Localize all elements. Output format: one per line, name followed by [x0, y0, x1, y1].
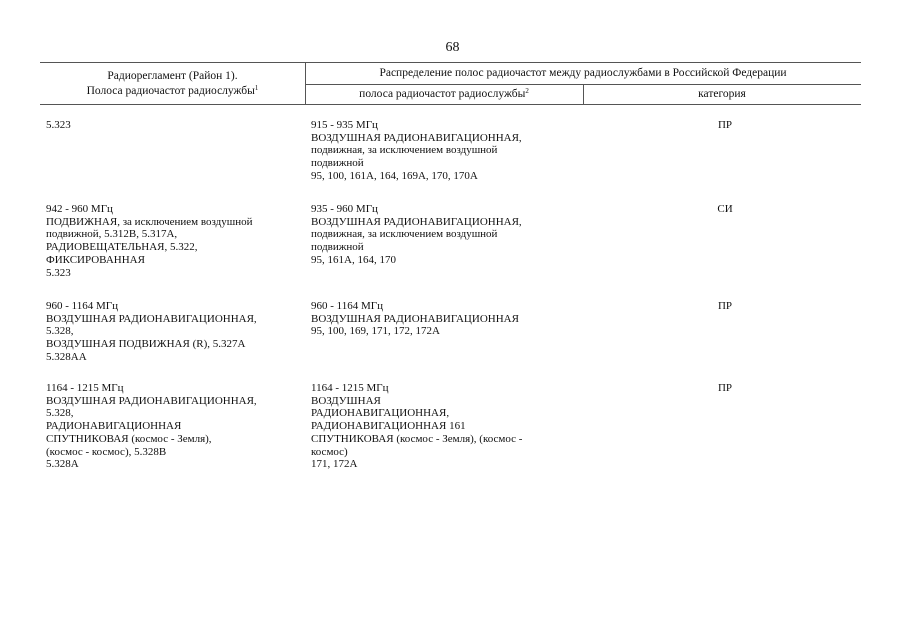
cell-line: (космос - космос), 5.328B [46, 445, 167, 458]
cell-line: ВОЗДУШНАЯ [311, 394, 381, 407]
category-cell: ПР [717, 300, 733, 312]
rf-band-cell [311, 300, 581, 338]
cell-line: 960 - 1164 МГц [311, 300, 384, 312]
cell-line: РАДИОНАВИГАЦИОННАЯ, [311, 407, 450, 420]
category-cell: СИ [717, 203, 733, 215]
cell-line: космос) [311, 445, 348, 458]
rr-region1-cell [46, 203, 306, 279]
cell-line: подвижная, за исключением воздушной [311, 228, 498, 241]
rr-region1-cell [46, 382, 306, 471]
cell-line: ВОЗДУШНАЯ РАДИОНАВИГАЦИОННАЯ, [311, 215, 522, 228]
cell-line: подвижной [311, 157, 364, 170]
cell-line: РАДИОВЕЩАТЕЛЬНАЯ, 5.322, [46, 241, 198, 254]
rr-region1-cell [46, 119, 306, 132]
cell-line: 1164 - 1215 МГц [46, 382, 124, 394]
cell-line: 1164 - 1215 МГц [311, 382, 389, 394]
cell-line: 915 - 935 МГц [311, 119, 378, 131]
cell-line: РАДИОНАВИГАЦИОННАЯ [46, 420, 182, 433]
rf-band-cell [311, 382, 581, 471]
cell-line: подвижная, за исключением воздушной [311, 144, 498, 157]
footnote-ref-2: 2 [525, 87, 529, 95]
header-bottom-rule [40, 104, 861, 105]
header-col1-line1: Радиорегламент (Район 1). [107, 70, 238, 82]
cell-line: 171, 172A [311, 458, 358, 471]
cell-line: 942 - 960 МГц [46, 203, 113, 215]
header-top-rule [40, 62, 861, 63]
header-col1-line2: Полоса радиочастот радиослужбы$^1$ [86, 84, 259, 97]
cell-line: 5.328, [46, 407, 74, 420]
page-number: 68 [445, 40, 460, 55]
header-group-title: Распределение полос радиочастот между радиослужбами в Российской Федерации [379, 67, 787, 79]
header-col1 [40, 69, 305, 99]
cell-line: ФИКСИРОВАННАЯ [46, 253, 145, 266]
cell-line: ВОЗДУШНАЯ ПОДВИЖНАЯ (R), 5.327A [46, 338, 246, 351]
header-col2: полоса радиочастот радиослужбы$^2$ [359, 87, 529, 100]
cell-line: ВОЗДУШНАЯ РАДИОНАВИГАЦИОННАЯ, [46, 394, 257, 407]
cell-line: СПУТНИКОВАЯ (космос - Земля), (космос - [311, 432, 523, 445]
cell-line: ВОЗДУШНАЯ РАДИОНАВИГАЦИОННАЯ, [311, 131, 522, 144]
rf-band-cell [311, 119, 581, 183]
header-col3: категория [698, 88, 746, 100]
cell-line: 95, 100, 161A, 164, 169A, 170, 170A [311, 169, 478, 182]
rf-band-cell [311, 203, 581, 267]
cell-line: подвижной, 5.312B, 5.317A, [46, 228, 178, 241]
cell-line: 5.323 [46, 119, 71, 131]
category-cell: ПР [717, 382, 733, 394]
cell-line: ПОДВИЖНАЯ, за исключением воздушной [46, 215, 253, 228]
cell-line: 5.328A [46, 458, 79, 471]
cell-line: ВОЗДУШНАЯ РАДИОНАВИГАЦИОННАЯ [311, 312, 519, 325]
cell-line: 95, 100, 169, 171, 172, 172A [311, 325, 440, 338]
cell-line: РАДИОНАВИГАЦИОННАЯ 161 [311, 420, 466, 433]
cell-line: 95, 161A, 164, 170 [311, 253, 396, 266]
cell-line: 5.328, [46, 325, 74, 338]
cell-line: 935 - 960 МГц [311, 203, 378, 215]
cell-line: СПУТНИКОВАЯ (космос - Земля), [46, 432, 212, 445]
cell-line: ВОЗДУШНАЯ РАДИОНАВИГАЦИОННАЯ, [46, 312, 257, 325]
cell-line: 5.323 [46, 266, 71, 279]
cell-line: подвижной [311, 241, 364, 254]
footnote-ref-1: 1 [254, 84, 259, 92]
cell-line: 5.328AA [46, 350, 87, 363]
category-cell: ПР [717, 119, 733, 131]
rr-region1-cell [46, 300, 306, 364]
cell-line: 960 - 1164 МГц [46, 300, 119, 312]
